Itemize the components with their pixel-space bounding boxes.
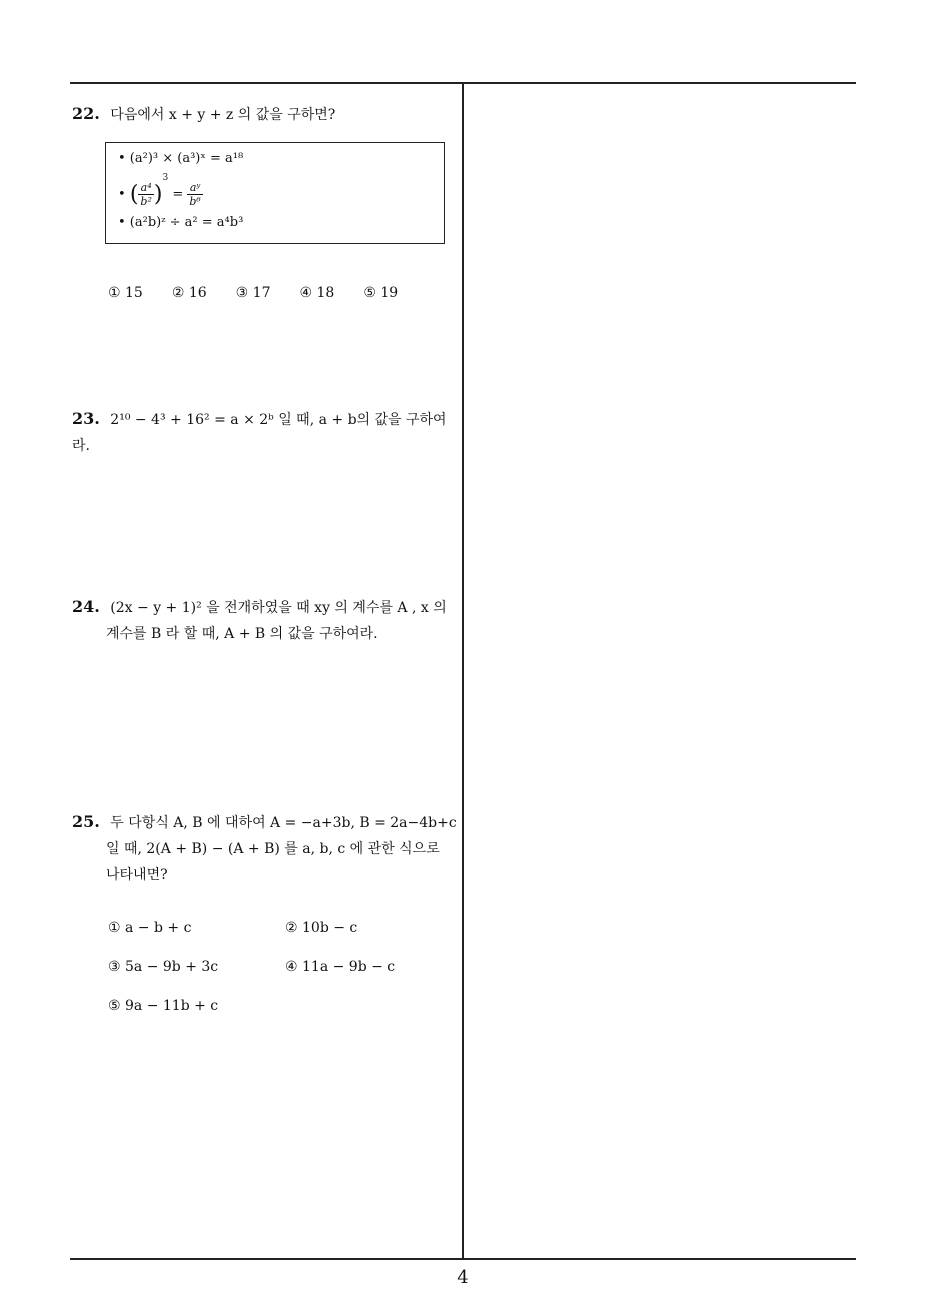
question-number: 23. [72, 409, 100, 428]
choice-4[interactable]: ④ 18 [299, 285, 335, 301]
choice-5[interactable]: ⑤ 19 [363, 285, 399, 301]
condition-box [105, 142, 445, 244]
fraction-right: $\frac{\text{aʸ}}{\text{b⁶}}$ [189, 181, 201, 208]
question-text-line-2: 계수를 B 라 할 때, A + B 의 값을 구하여라. [106, 626, 378, 642]
page-number: 4 [457, 1267, 469, 1288]
choice-3[interactable]: ③ 17 [235, 285, 271, 301]
question-text: 다음에서 x + y + z 의 값을 구하면? [110, 107, 336, 123]
choice-1[interactable]: ① 15 [108, 285, 143, 301]
question-number: 24. [72, 597, 100, 616]
question-number: 25. [72, 812, 100, 831]
question-number: 22. [72, 104, 100, 123]
question-text-line-3: 나타내면? [106, 867, 168, 883]
fraction-left: $\frac{\text{a⁴}}{\text{b²}}$ [140, 181, 152, 208]
choice-1[interactable]: ① a − b + c [108, 920, 192, 936]
question-25 [72, 809, 460, 888]
condition-1: • (a²)³ × (a³)ˣ = a¹⁸ [118, 151, 244, 166]
choice-3[interactable]: ③ 5a − 9b + 3c [108, 959, 219, 975]
question-23 [72, 406, 460, 459]
question-22 [72, 101, 460, 128]
condition-2: • ( $\frac{\text{a⁴}}{\text{b²}}$ )$^3$ = $\frac{\text{aʸ}}{\text{b⁶}}$ [118, 173, 201, 208]
exponent: 3 [162, 173, 169, 183]
column-divider [462, 82, 464, 1260]
choice-4[interactable]: ④ 11a − 9b − c [285, 959, 396, 975]
choice-2[interactable]: ② 10b − c [285, 920, 358, 936]
question-text-line-1: (2x − y + 1)² 을 전개하였을 때 xy 의 계수를 A , x 의 [110, 600, 447, 616]
choice-5[interactable]: ⑤ 9a − 11b + c [108, 998, 219, 1014]
bottom-rule [70, 1258, 856, 1260]
question-text-line-1: 두 다항식 A, B 에 대하여 A = −a+3b, B = 2a−4b+c [110, 815, 457, 831]
question-text: 2¹⁰ − 4³ + 16² = a × 2ᵇ 일 때, a + b의 값을 구하여라. [72, 412, 447, 454]
condition-3: • (a²b)ᶻ ÷ a² = a⁴b³ [118, 215, 244, 230]
choice-2[interactable]: ② 16 [171, 285, 207, 301]
question-24 [72, 594, 460, 647]
question-text-line-2: 일 때, 2(A + B) − (A + B) 를 a, b, c 에 관한 식으로 [106, 841, 440, 857]
choices-22 [108, 285, 448, 301]
